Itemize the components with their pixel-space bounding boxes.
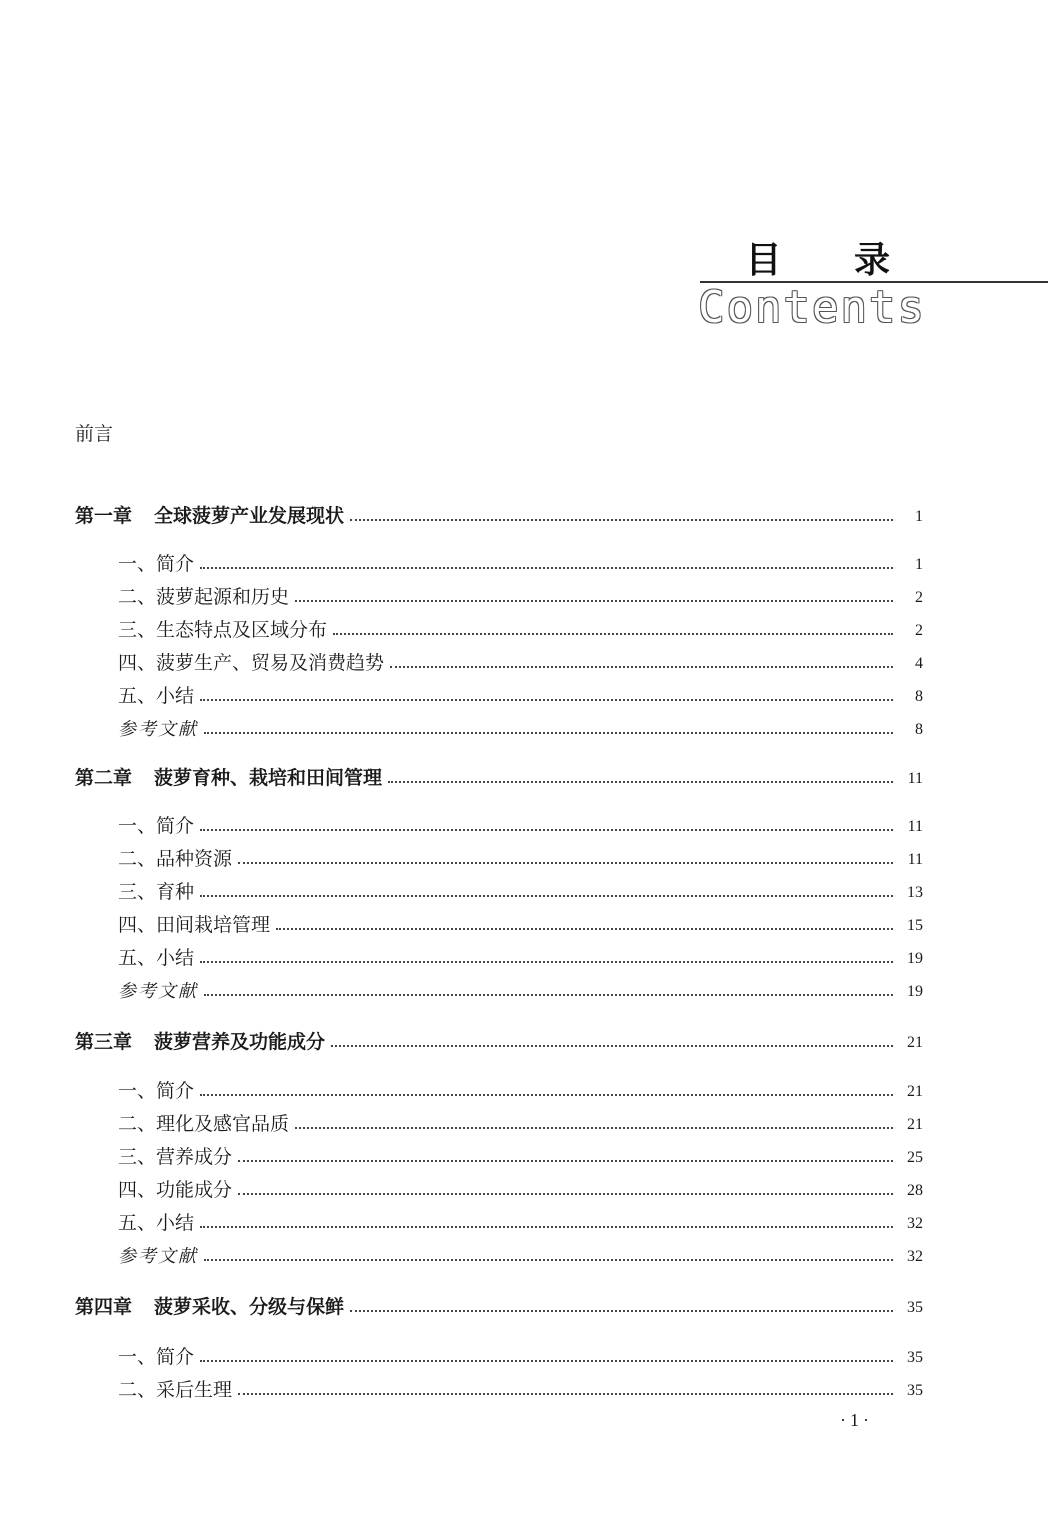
- toc-section-row[interactable]: [118, 940, 923, 970]
- page-title-en: Contents: [698, 282, 926, 333]
- toc-section-row[interactable]: [118, 808, 923, 838]
- toc-entry-title: 四、功能成分: [118, 1179, 233, 1201]
- dot-leader: [390, 666, 893, 668]
- toc-references-row[interactable]: [118, 711, 923, 741]
- toc-page-number: 8: [915, 688, 923, 705]
- toc-entry-title: 参考文献: [118, 981, 198, 1002]
- toc-section-row[interactable]: [118, 1172, 923, 1202]
- toc-references-row[interactable]: [118, 1238, 923, 1268]
- toc-page-number: 2: [915, 622, 923, 639]
- toc-section-row[interactable]: [118, 841, 923, 871]
- toc-entry-title: 四、菠萝生产、贸易及消费趋势: [118, 652, 385, 674]
- toc-page-number: 28: [907, 1182, 923, 1199]
- toc-entry-title: 五、小结: [118, 947, 195, 969]
- dot-leader: [200, 699, 893, 701]
- dot-leader: [200, 567, 893, 569]
- toc-section-row[interactable]: [118, 579, 923, 609]
- toc-page-number: 4: [915, 655, 923, 672]
- toc-page-number: 11: [907, 770, 923, 787]
- toc-page-number: 35: [907, 1349, 923, 1366]
- toc-page-number: 21: [907, 1034, 923, 1051]
- toc-page-number: 19: [907, 950, 923, 967]
- dot-leader: [200, 829, 893, 831]
- toc-entry-title: 四、田间栽培管理: [118, 914, 271, 936]
- dot-leader: [238, 1193, 893, 1195]
- dot-leader: [204, 732, 893, 734]
- toc-page-number: 21: [907, 1116, 923, 1133]
- toc-entry-title: 菠萝育种、栽培和田间管理: [154, 767, 383, 789]
- toc-entry-title: 一、简介: [118, 815, 195, 837]
- toc-section-row[interactable]: [118, 1372, 923, 1402]
- toc-entry-title: 二、理化及感官品质: [118, 1113, 290, 1135]
- dot-leader: [238, 1160, 893, 1162]
- toc-page-number: 21: [907, 1083, 923, 1100]
- dot-leader: [276, 928, 893, 930]
- dot-leader: [350, 519, 893, 521]
- chapter-number: 第三章: [75, 1031, 133, 1053]
- toc-entry-title: 五、小结: [118, 1212, 195, 1234]
- chapter-number: 第一章: [75, 505, 133, 527]
- toc-section-row[interactable]: [118, 1139, 923, 1169]
- page-title-cn: 目 录: [745, 240, 920, 281]
- toc-page-number: 8: [915, 721, 923, 738]
- toc-chapter-row[interactable]: [75, 1289, 923, 1319]
- dot-leader: [350, 1310, 893, 1312]
- toc-entry-title: 二、采后生理: [118, 1379, 233, 1401]
- dot-leader: [204, 1259, 893, 1261]
- toc-page-number: 11: [907, 818, 923, 835]
- toc-references-row[interactable]: [118, 973, 923, 1003]
- toc-page-number: 32: [907, 1215, 923, 1232]
- dot-leader: [295, 600, 893, 602]
- toc-section-row[interactable]: [118, 612, 923, 642]
- toc-section-row[interactable]: [118, 907, 923, 937]
- dot-leader: [200, 1226, 893, 1228]
- toc-entry-title: 参考文献: [118, 719, 198, 740]
- dot-leader: [295, 1127, 893, 1129]
- toc-page-number: 35: [907, 1299, 923, 1316]
- toc-page-number: 13: [907, 884, 923, 901]
- toc-entry-title: 一、简介: [118, 1080, 195, 1102]
- toc-entry-title: 全球菠萝产业发展现状: [154, 505, 345, 527]
- dot-leader: [238, 862, 893, 864]
- toc-entry-title: 二、菠萝起源和历史: [118, 586, 290, 608]
- toc-entry-title: 菠萝营养及功能成分: [154, 1031, 326, 1053]
- toc-entry-title: 菠萝采收、分级与保鲜: [154, 1296, 345, 1318]
- toc-section-row[interactable]: [118, 546, 923, 576]
- dot-leader: [204, 994, 893, 996]
- toc-chapter-row[interactable]: [75, 498, 923, 528]
- toc-section-row[interactable]: [118, 645, 923, 675]
- toc-page-number: 1: [915, 508, 923, 525]
- toc-page-number: 19: [907, 983, 923, 1000]
- toc-chapter-row[interactable]: [75, 760, 923, 790]
- toc-entry-title: 一、简介: [118, 553, 195, 575]
- toc-preface[interactable]: 前言: [75, 423, 114, 445]
- toc-entry-title: 一、简介: [118, 1346, 195, 1368]
- chapter-number: 第四章: [75, 1296, 133, 1318]
- toc-page-number: 15: [907, 917, 923, 934]
- dot-leader: [200, 961, 893, 963]
- toc-page-number: 25: [907, 1149, 923, 1166]
- toc-chapter-row[interactable]: [75, 1024, 923, 1054]
- toc-entry-title: 二、品种资源: [118, 848, 233, 870]
- toc-section-row[interactable]: [118, 1205, 923, 1235]
- toc-section-row[interactable]: [118, 678, 923, 708]
- toc-section-row[interactable]: [118, 874, 923, 904]
- toc-page-number: 32: [907, 1248, 923, 1265]
- page-number: ·1·: [840, 1410, 873, 1430]
- chapter-number: 第二章: [75, 767, 133, 789]
- dot-leader: [388, 781, 893, 783]
- toc-page-number: 1: [915, 556, 923, 573]
- toc-section-row[interactable]: [118, 1073, 923, 1103]
- toc-page-number: 35: [907, 1382, 923, 1399]
- dot-leader: [200, 1094, 893, 1096]
- toc-section-row[interactable]: [118, 1339, 923, 1369]
- dot-leader: [200, 1360, 893, 1362]
- toc-entry-title: 三、育种: [118, 881, 195, 903]
- toc-page-number: 11: [907, 851, 923, 868]
- toc-page-number: 2: [915, 589, 923, 606]
- toc-entry-title: 三、生态特点及区域分布: [118, 619, 328, 641]
- dot-leader: [333, 633, 893, 635]
- toc-entry-title: 三、营养成分: [118, 1146, 233, 1168]
- dot-leader: [238, 1393, 893, 1395]
- toc-entry-title: 五、小结: [118, 685, 195, 707]
- dot-leader: [200, 895, 893, 897]
- toc-section-row[interactable]: [118, 1106, 923, 1136]
- toc-entry-title: 参考文献: [118, 1246, 198, 1267]
- dot-leader: [331, 1045, 893, 1047]
